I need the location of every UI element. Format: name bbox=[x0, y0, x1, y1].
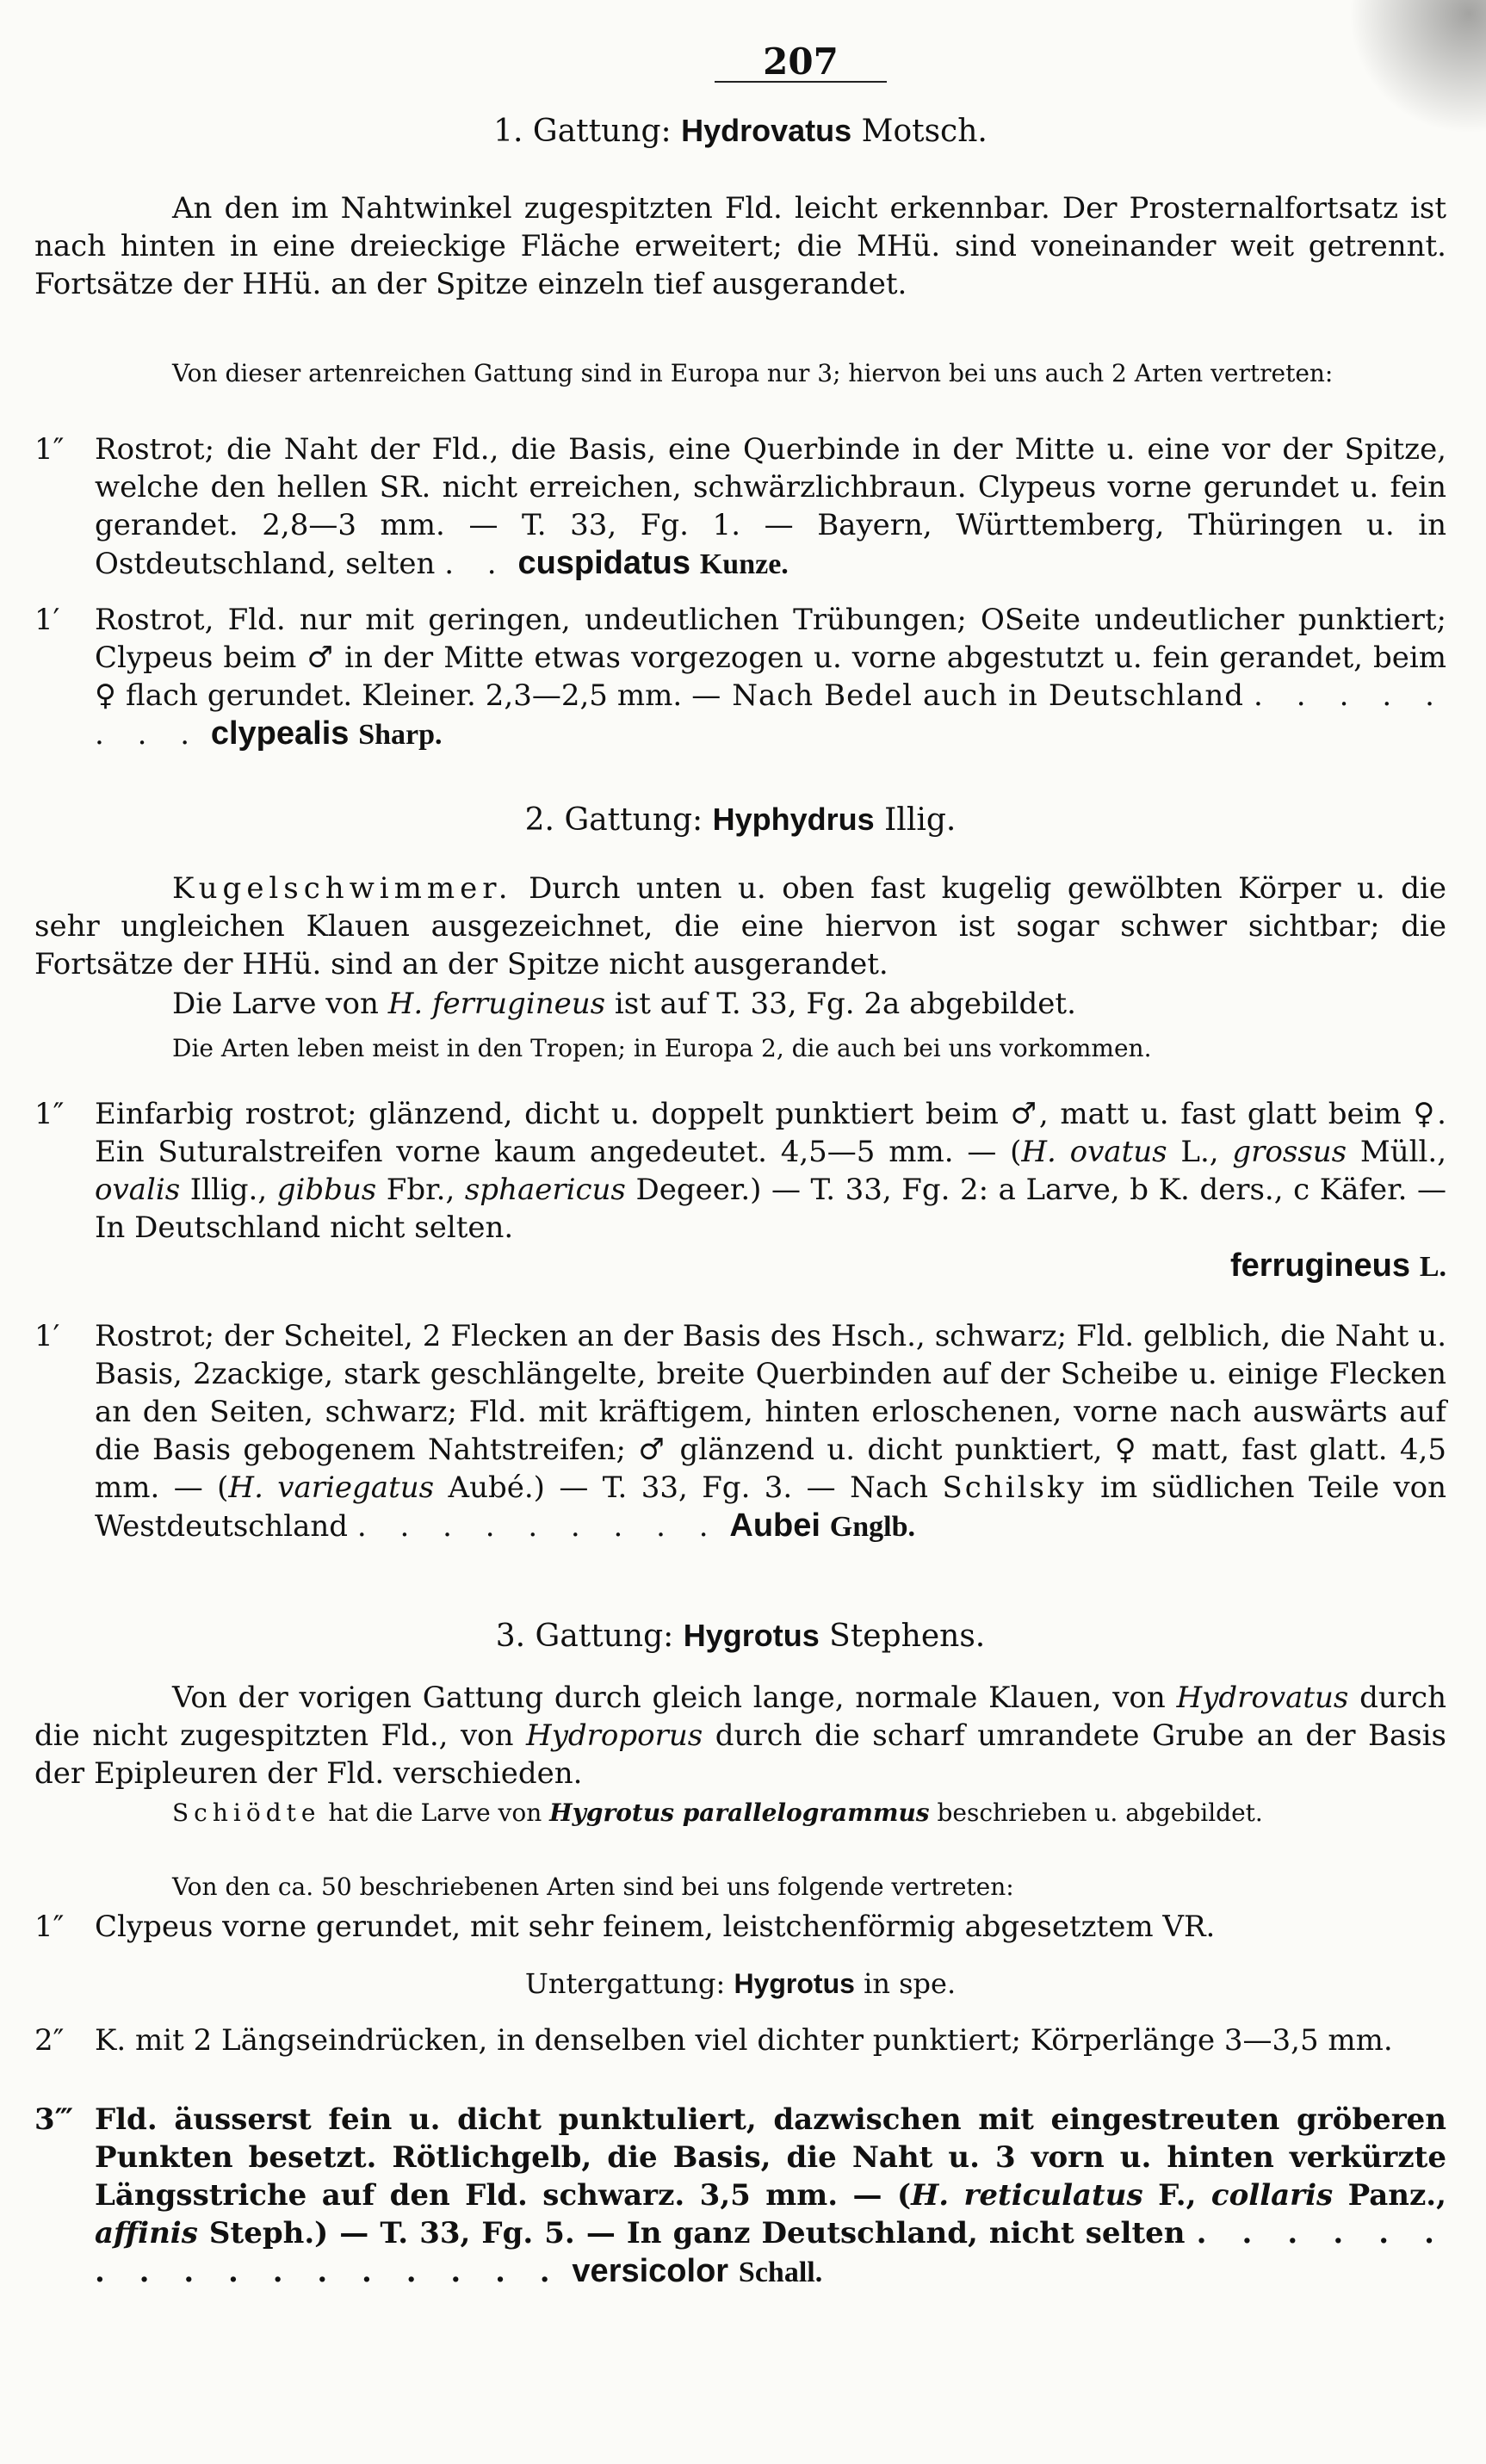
synonym: sphaericus bbox=[464, 1173, 626, 1207]
genus-name: Hyphydrus bbox=[712, 802, 875, 837]
couplet-description: Rostrot; die Naht der Fld., die Basis, eine Querbinde in der Mitte u. eine vor der Spitze, welche den hellen SR. nicht erreichen, schwärzlichbraun. Clypeus vorne gerundet u. fein gerandet. 2,8—3 mm. — T. 33, Fg. 1. — Bayern, Württemberg, Thüringen u. in Ostdeutschland, selten bbox=[95, 432, 1446, 581]
synonym-author: Panz., bbox=[1333, 2178, 1446, 2213]
synonym-author: Degeer.) bbox=[625, 1173, 762, 1207]
genus-heading-prefix: 2. Gattung: bbox=[524, 802, 713, 838]
genus-description: An den im Nahtwinkel zugespitzten Fld. leicht erkennbar. Der Prosternalfortsatz ist nach hinten in eine dreieckige Fläche erweitert; die MHü. sind voneinander weit getrennt. Fortsätze der HHü. an der Spitze einzeln tief ausgerandet. bbox=[34, 191, 1446, 301]
couplet-number: 2″ bbox=[34, 2023, 65, 2058]
genus-heading-prefix: 3. Gattung: bbox=[495, 1619, 684, 1654]
genus-author: Illig. bbox=[874, 802, 957, 838]
species-author: Gnglb. bbox=[829, 1511, 915, 1543]
synonym-author: Illig., bbox=[180, 1173, 277, 1207]
common-name: Kugelschwimmer. bbox=[172, 871, 513, 906]
couplet-text bbox=[95, 2101, 1446, 2292]
larva-note bbox=[34, 1794, 1446, 1832]
species-count-note: Von den ca. 50 beschriebenen Arten sind bei uns folgende vertreten: bbox=[172, 1873, 1014, 1901]
genus-reference: Hydrovatus bbox=[1176, 1681, 1349, 1715]
couplet-distribution: im südlichen Teile von Westdeutschland bbox=[95, 1470, 1447, 1544]
key-couplet bbox=[34, 601, 1446, 754]
key-couplet bbox=[34, 1095, 1446, 1286]
synonym-author: F., bbox=[1142, 2178, 1211, 2213]
genus-description bbox=[34, 870, 1446, 983]
genus-author: Motsch. bbox=[851, 114, 988, 149]
couplet-text: Clypeus vorne gerundet, mit sehr feinem, leistchenförmig abgesetztem VR. bbox=[95, 1910, 1216, 1944]
book-page bbox=[34, 26, 1446, 2436]
genus-heading-hyphydrus bbox=[34, 801, 1446, 839]
genus-heading-hydrovatus bbox=[34, 112, 1446, 151]
couplet-number: 1′ bbox=[34, 603, 60, 637]
couplet-description: Rostrot; der Scheitel, 2 Flecken an der Basis des Hsch., schwarz; Fld. gelblich, die Naht u. Basis, 2zackige, stark geschlängelte, breite Querbinden auf der Scheibe u. einige Flecken an den Seiten, schwarz; Fld. mit kräftigem, hinten erloschenen, vorne nach auswärts auf die Basis gebogenem Nahtstreifen; ♂ glänzend u. dicht punktiert, ♀ matt, fast glatt. 4,5 mm. — ( bbox=[95, 1319, 1446, 1505]
genus-heading-hygrotus bbox=[34, 1617, 1446, 1656]
species-name: cuspidatus bbox=[517, 545, 691, 581]
synonym: affinis bbox=[95, 2216, 198, 2250]
subgenus-suffix: in spe. bbox=[854, 1967, 957, 2000]
synonym-author: L., bbox=[1167, 1135, 1233, 1169]
species-name: Aubei bbox=[729, 1507, 820, 1544]
couplet-number: 1″ bbox=[34, 1097, 65, 1131]
genus-reference: Hydroporus bbox=[526, 1718, 703, 1753]
leader-dots: . . . . . . . . . bbox=[356, 1509, 721, 1544]
genus-author: Stephens. bbox=[819, 1619, 986, 1654]
couplet-text bbox=[95, 1317, 1446, 1546]
genus-description-text: Durch unten u. oben fast kugelig gewölbten Körper u. die sehr ungleichen Klauen ausgezeichnet, die eine hiervon ist sogar schwer sichtbar; die Fortsätze der HHü. sind an der Spitze nicht ausgerandet. bbox=[34, 871, 1446, 981]
species-reference: Hygrotus parallelogrammus bbox=[549, 1798, 930, 1827]
genus-description-text: durch die nicht zugespitzten Fld., von bbox=[34, 1681, 1446, 1753]
genus-description-text: Von der vorigen Gattung durch gleich lange, normale Klauen, von bbox=[172, 1681, 1177, 1715]
genus-name: Hydrovatus bbox=[681, 113, 852, 148]
couplet-text: K. mit 2 Längseindrücken, in denselben viel dichter punktiert; Körperlänge 3—3,5 mm. bbox=[95, 2023, 1393, 2058]
species-reference: H. ferrugineus bbox=[387, 987, 606, 1021]
key-couplet bbox=[34, 2021, 1446, 2059]
couplet-figure-reference: Aubé.) — T. 33, Fg. 3. — Nach bbox=[434, 1470, 943, 1505]
synonym: gibbus bbox=[276, 1173, 377, 1207]
genus-heading-prefix: 1. Gattung: bbox=[493, 114, 682, 149]
subgenus-heading bbox=[34, 1965, 1446, 2003]
couplet-description: Fld. äusserst fein u. dicht punktuliert, dazwischen mit eingestreuten gröberen Punkten besetzt. Rötlichgelb, die Basis, die Naht u. 3 vorn u. hinten verkürzte Längsstriche auf den Fld. schwarz. 3,5 mm. — ( bbox=[95, 2102, 1446, 2213]
synonym: ovalis bbox=[95, 1173, 181, 1207]
synonym: H. ovatus bbox=[1021, 1135, 1167, 1169]
subgenus-name: Hygrotus bbox=[734, 1968, 855, 1999]
synonym-author: Fbr., bbox=[376, 1173, 465, 1207]
couplet-text bbox=[95, 430, 1446, 584]
leader-dots: . . bbox=[444, 547, 509, 581]
synonym: collaris bbox=[1210, 2178, 1334, 2213]
couplet-distribution: Steph.) — T. 33, Fg. 5. — In ganz Deutschland, nicht selten bbox=[197, 2216, 1186, 2250]
distribution-note: Die Arten leben meist in den Tropen; in Europa 2, die auch bei uns vorkommen. bbox=[172, 1034, 1152, 1062]
couplet-description: Einfarbig rostrot; glänzend, dicht u. doppelt punktiert beim ♂, matt u. fast glatt beim ♀. Ein Suturalstreifen vorne kaum angedeutet. 4,5—5 mm. — ( bbox=[95, 1097, 1446, 1169]
couplet-number: 1″ bbox=[34, 1910, 65, 1944]
species-name: clypealis bbox=[210, 715, 350, 752]
synonym: H. variegatus bbox=[228, 1470, 435, 1505]
key-couplet bbox=[34, 2101, 1446, 2292]
cited-author: Schilsky bbox=[942, 1470, 1087, 1505]
couplet-figure-reference: — T. 33, Fg. 2: a Larve, b K. ders., c Käfer. — In Deutschland nicht selten. bbox=[95, 1173, 1446, 1245]
cited-author: Schiödte bbox=[172, 1798, 321, 1827]
genus-name: Hygrotus bbox=[683, 1618, 820, 1653]
larva-note-suffix: ist auf T. 33, Fg. 2a abgebildet. bbox=[605, 987, 1076, 1021]
leader-dots: . . . . . . . . . . . . . . . . . bbox=[95, 2216, 1446, 2289]
larva-note-prefix: Die Larve von bbox=[172, 987, 388, 1021]
species-author: Sharp. bbox=[358, 719, 443, 751]
larva-note bbox=[34, 985, 1446, 1023]
subgenus-prefix: Untergattung: bbox=[524, 1967, 734, 2000]
larva-note-text: hat die Larve von bbox=[320, 1798, 550, 1827]
page-number: 207 bbox=[715, 43, 887, 83]
species-author: Kunze. bbox=[699, 548, 789, 580]
couplet-text bbox=[95, 1095, 1446, 1286]
genus-description-text: durch die scharf umrandete Grube an der Basis der Epipleuren der Fld. verschieden. bbox=[34, 1718, 1447, 1791]
couplet-description: Rostrot, Fld. nur mit geringen, undeutlichen Trübungen; OSeite undeutlicher punktiert; Clypeus beim ♂ in der Mitte etwas vorgezogen u. vorne abgestutzt u. fein gerandet, beim ♀ flach gerundet. Kleiner. 2,3—2,5 mm. bbox=[95, 603, 1446, 713]
species-name: ferrugineus bbox=[1229, 1247, 1410, 1284]
synonym: H. reticulatus bbox=[911, 2178, 1143, 2213]
key-couplet bbox=[34, 1908, 1446, 1946]
couplet-number: 1″ bbox=[34, 432, 65, 467]
species-author: Schall. bbox=[738, 2257, 823, 2288]
larva-note-text: beschrieben u. abgebildet. bbox=[929, 1798, 1263, 1827]
species-author: L. bbox=[1419, 1251, 1446, 1283]
leader-dots: . . . . . . . . bbox=[95, 678, 1446, 752]
synonym-author: Müll., bbox=[1347, 1135, 1446, 1169]
species-line bbox=[95, 1247, 1446, 1286]
species-name: versicolor bbox=[572, 2253, 729, 2289]
couplet-number: 1′ bbox=[34, 1319, 60, 1353]
key-couplet bbox=[34, 1317, 1446, 1546]
couplet-text bbox=[95, 601, 1446, 754]
couplet-distribution: — Nach Bedel auch in Deutschland bbox=[691, 678, 1244, 713]
genus-note: Von dieser artenreichen Gattung sind in Europa nur 3; hiervon bei uns auch 2 Arten vertreten: bbox=[172, 359, 1334, 387]
genus-description bbox=[34, 1679, 1446, 1792]
key-couplet bbox=[34, 430, 1446, 584]
synonym: grossus bbox=[1232, 1135, 1347, 1169]
couplet-number: 3‴ bbox=[34, 2102, 74, 2137]
